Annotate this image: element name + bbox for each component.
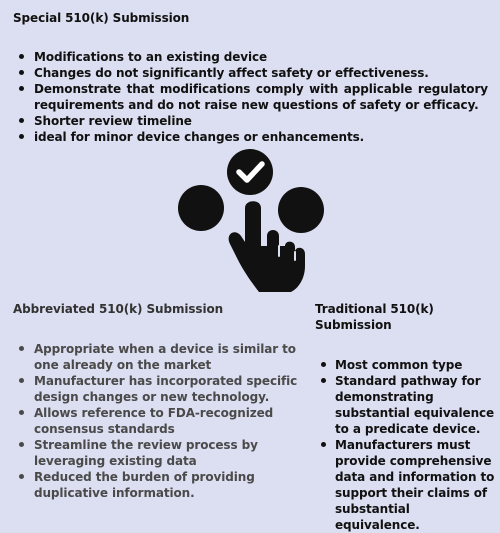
list-item: ideal for minor device changes or enhancements. [13, 129, 488, 145]
special-510k-heading: Special 510(k) Submission [13, 11, 190, 25]
special-510k-section [13, 10, 488, 145]
right-circle-icon [278, 187, 324, 233]
list-item: Streamline the review process by leveraging existing data [13, 437, 303, 469]
list-item: Modifications to an existing device [13, 49, 488, 65]
checkmark-circle-icon [227, 149, 273, 195]
abbreviated-510k-heading: Abbreviated 510(k) Submission [13, 302, 224, 316]
illustration-graphic [175, 148, 325, 296]
list-item: Appropriate when a device is similar to one already on the market [13, 341, 303, 373]
list-item: Reduced the burden of providing duplicative information. [13, 469, 303, 501]
list-item: Allows reference to FDA-recognized consensus standards [13, 405, 303, 437]
hand-selection-illustration [175, 148, 325, 296]
abbreviated-510k-section [13, 301, 303, 501]
list-item: Manufacturer has incorporated specific design changes or new technology. [13, 373, 303, 405]
traditional-510k-list [315, 357, 497, 533]
list-item: Most common type [315, 357, 497, 373]
left-circle-icon [178, 185, 224, 231]
traditional-510k-section [315, 301, 497, 533]
list-item: Demonstrate that modifications comply with applicable regulatory requirements and do not raise new questions of safety or efficacy. [13, 81, 488, 113]
special-510k-list [13, 49, 488, 145]
traditional-510k-heading: Traditional 510(k) Submission [315, 302, 434, 332]
list-item: Standard pathway for demonstrating substantial equivalence to a predicate device. [315, 373, 497, 437]
abbreviated-510k-list [13, 341, 303, 501]
list-item: Shorter review timeline [13, 113, 488, 129]
list-item: Manufacturers must provide comprehensive data and information to support their claims of substantial equivalence. [315, 437, 497, 533]
list-item: Changes do not significantly affect safety or effectiveness. [13, 65, 488, 81]
